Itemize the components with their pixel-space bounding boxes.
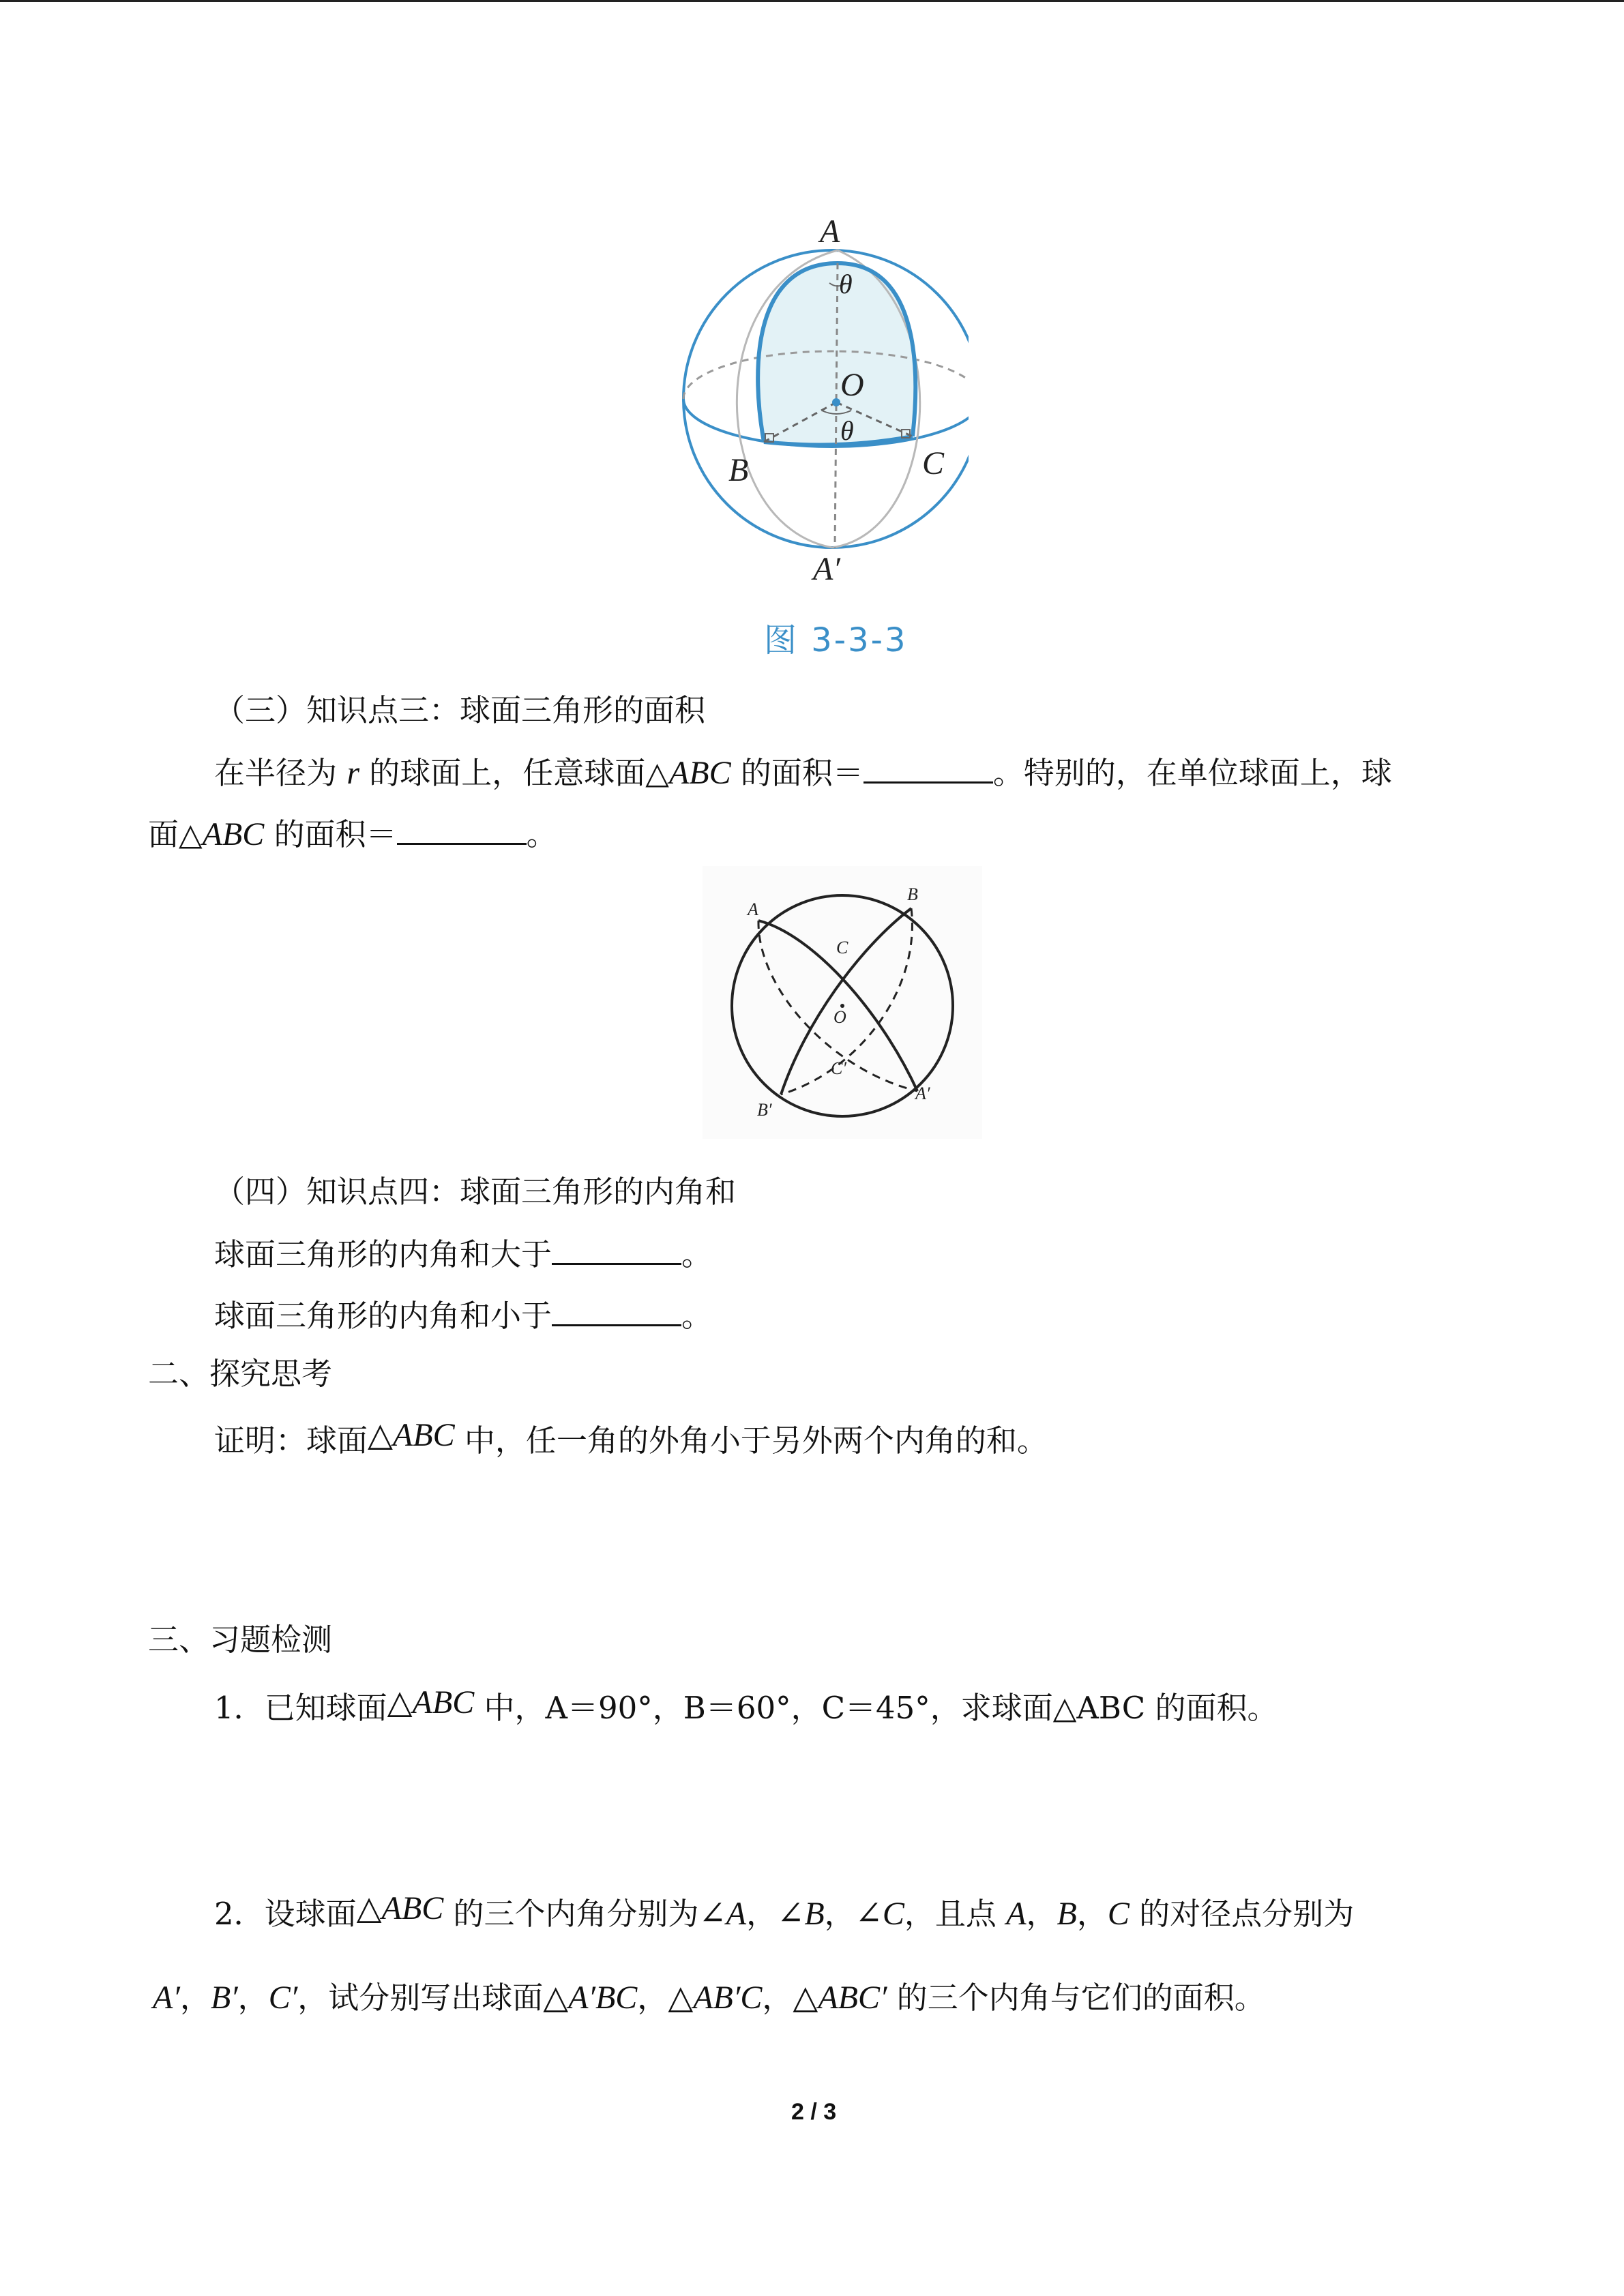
label-a-prime: A′	[813, 551, 840, 587]
part3-heading: 三、习题检测	[148, 1622, 333, 1658]
answer-blank-angle-max[interactable]	[552, 1294, 681, 1326]
figure-caption: 图 3-3-3	[764, 621, 908, 659]
part2-heading: 二、探究思考	[148, 1356, 333, 1392]
fig2-label-a: A	[748, 899, 758, 919]
label-c: C	[922, 445, 945, 481]
section4-heading: （四）知识点四：球面三角形的内角和	[214, 1174, 737, 1210]
label-theta-top: θ	[839, 269, 853, 299]
question-1: 1．已知球面△ABC 中，A＝90°，B＝60°，C＝45°，求球面△ABC 的面积。	[214, 1684, 1278, 1726]
fig2-label-c: C	[836, 938, 848, 957]
page-number: 2 / 3	[791, 2099, 837, 2125]
center-dot	[832, 398, 840, 406]
fig2-label-b: B	[907, 884, 918, 904]
top-border	[0, 0, 1624, 2]
label-b: B	[728, 452, 749, 488]
answer-blank-area[interactable]	[863, 751, 993, 784]
section3-heading: （三）知识点三：球面三角形的面积	[214, 692, 706, 728]
label-theta-mid: θ	[840, 415, 854, 446]
fig2-label-b-prime: B′	[757, 1100, 772, 1120]
fig2-label-o: O	[833, 1007, 846, 1027]
label-o: O	[840, 367, 864, 403]
great-circles-figure	[703, 866, 982, 1139]
answer-blank-angle-min[interactable]	[552, 1233, 681, 1265]
fig2-label-c-prime: C′	[831, 1058, 847, 1078]
answer-blank-unit-area[interactable]	[397, 813, 527, 845]
section3-paragraph-line1: 在半径为 r 的球面上，任意球面△ABC 的面积＝ 。特别的，在单位球面上，球	[214, 751, 1392, 794]
section3-paragraph-line2: 面△ABC 的面积＝ 。	[148, 813, 557, 855]
question-2-line1: 2．设球面△ABC 的三个内角分别为∠A，∠B，∠C，且点 A，B，C 的对径点分别为	[214, 1890, 1355, 1932]
label-a: A	[820, 213, 840, 250]
section4-line2: 球面三角形的内角和小于 。	[214, 1294, 712, 1337]
question-2-line2: A′，B′，C′，试分别写出球面△A′BC，△AB′C，△ABC′ 的三个内角与它们的面积。	[153, 1980, 1265, 2016]
part2-proof: 证明：球面△ABC 中，任一角的外角小于另外两个内角的和。	[214, 1417, 1048, 1459]
section4-line1: 球面三角形的内角和大于 。	[214, 1233, 712, 1275]
sphere-lune-figure	[668, 205, 969, 600]
fig2-label-a-prime: A′	[915, 1084, 930, 1103]
